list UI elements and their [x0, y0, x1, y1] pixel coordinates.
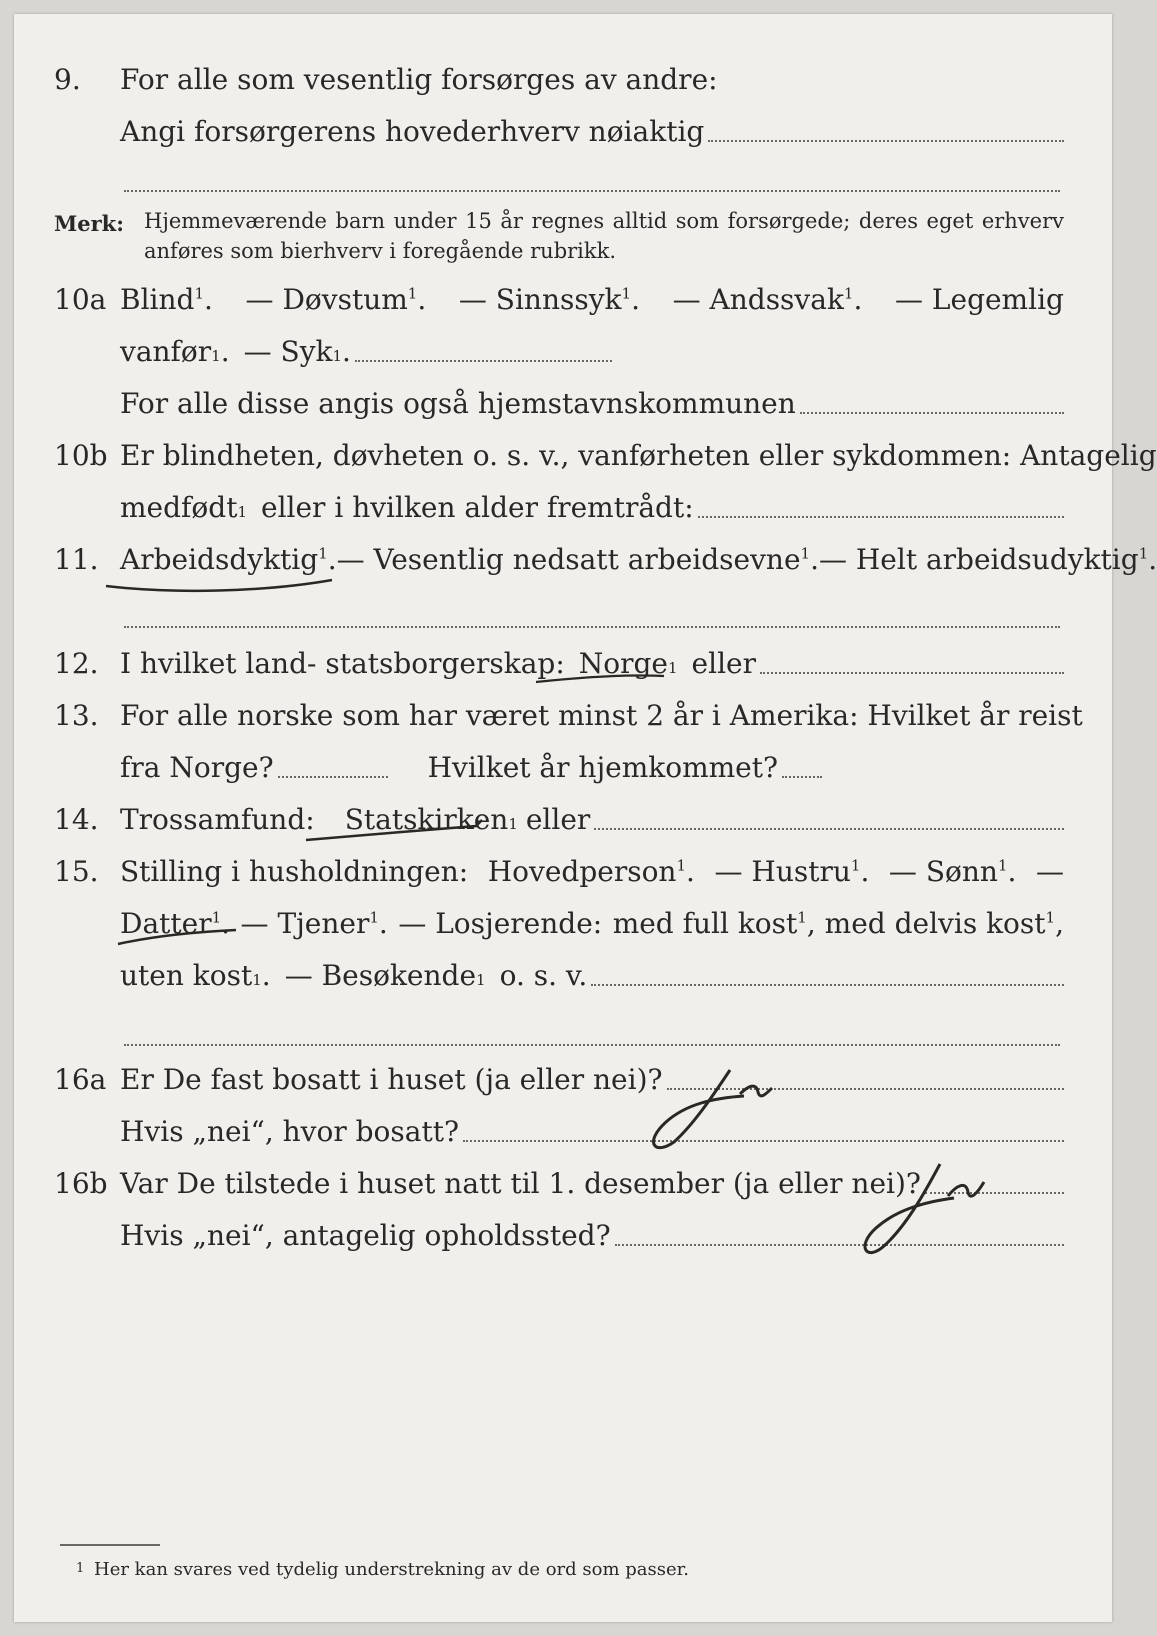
item-text: eller: [691, 647, 756, 680]
answer-line[interactable]: [708, 140, 1064, 142]
item-text: Er De fast bosatt i huset (ja eller nei)?: [120, 1063, 663, 1096]
item-text: For alle norske som har været minst 2 år i Amerika: Hvilket år reist: [120, 699, 1083, 732]
item-number: 16b: [54, 1167, 108, 1200]
item-text: Hvis „nei“, hvor bosatt?: [120, 1115, 459, 1148]
item-text: fra Norge?: [120, 751, 274, 784]
option-vanfor: vanfør: [120, 335, 212, 368]
answer-line[interactable]: [698, 516, 1064, 518]
item-number: 16a: [54, 1063, 107, 1096]
answer-line[interactable]: [355, 360, 612, 362]
note-text: Hjemmeværende barn under 15 år regnes alltid som forsørgede; deres eget erhverv anføres som bierhverv i foregående rubrikk.: [144, 209, 1064, 263]
item-number: 14.: [54, 803, 99, 836]
item-text: Angi forsørgerens hovederhverv nøiaktig: [120, 115, 705, 148]
answer-line[interactable]: [594, 828, 1064, 830]
answer-line[interactable]: [925, 1192, 1064, 1194]
option-full-kost: med full kost: [612, 907, 798, 940]
option-besokende: — Besøkende: [284, 959, 477, 992]
option-dovstum: — Døvstum: [245, 283, 408, 316]
item-text: —: [1035, 855, 1064, 888]
item-text: o. s. v.: [499, 959, 588, 992]
answer-line[interactable]: [124, 626, 1060, 628]
option-nedsatt-arbeidsevne: — Vesentlig nedsatt arbeidsevne: [336, 543, 801, 576]
item-number: 10a: [54, 283, 107, 316]
item-number: 12.: [54, 647, 99, 680]
item-number: 13.: [54, 699, 99, 732]
item-text: eller: [525, 803, 591, 836]
answer-line[interactable]: [278, 776, 388, 778]
underline-arbeidsdyktig: [106, 580, 332, 591]
item-text: Hvis „nei“, antagelig opholdssted?: [120, 1219, 611, 1252]
census-form-page: 9. For alle som vesentlig forsørges av andre: Angi forsørgerens hovederhverv nøiaktig Merk: Hjemmeværende barn under 15 år regnes alltid som forsørgede; deres eget erhverv anføres som bierhverv i foregående rubrikk. 10a Blind$^1$. — Døvstum$^1$. — Sinnssyk$^1$. — Andssvak$^1$. — Legemlig vanfør 1 . — Syk 1 . For alle disse angis også hjemstavnskommunen 10b Er blindheten, døvheten o. s. v., vanførheten eller sykdommen: Antagelig medfødt 1 eller i hvilken alder fremtrådt: 11. Arbeidsdyktig$^1$. — Vesentlig nedsatt arbeidsevne$^1$. — Helt arbeidsudyktig$^1$. 12. I hvilket land- statsborgerskap: Norge 1 eller 13. For alle norske som har været minst 2 år i Amerika: Hvilket år reist fra Norge? Hvilket år hjemkommet? 14. Trossamfund: Statskirken 1 eller 15. Stilling i husholdningen: Hovedperson$^1$. — Hustru$^1$. — Sønn$^1$. — Datter$^1$. — Tjener$^1$. — Losjerende: med full kost$^1$, med delvis kost$^1$, uten kost 1 . — Besøkende 1 o. s. v. 16a Er De fast bosatt i huset (ja eller nei)? Hvis „nei“, hvor bosatt? 16b Var De tilstede i huset natt til 1. desember (ja eller nei)? Hvis „nei“, antagelig opholdssted? 1 Her kan svares ved tydelig understrekning av de ord som passer.: [14, 14, 1112, 1622]
item-text: Stilling i husholdningen:: [120, 855, 469, 888]
answer-line[interactable]: [124, 190, 1060, 192]
option-delvis-kost: , med delvis kost: [806, 907, 1046, 940]
answer-line[interactable]: [800, 412, 1064, 414]
footnote: [76, 1559, 689, 1580]
item-text: Hvilket år hjemkommet?: [427, 751, 779, 784]
item-text: Var De tilstede i huset natt til 1. desember (ja eller nei)?: [120, 1167, 921, 1200]
answer-line[interactable]: [782, 776, 822, 778]
option-andssvak: — Andssvak: [672, 283, 844, 316]
footnote-number: 1: [76, 1561, 85, 1576]
option-sinnssyk: — Sinnssyk: [458, 283, 622, 316]
answer-line[interactable]: [615, 1244, 1064, 1246]
option-blind: Blind: [120, 283, 195, 316]
item-number: 9.: [54, 63, 81, 96]
footnote-text: Her kan svares ved tydelig understrekning av de ord som passer.: [94, 1559, 689, 1580]
answer-line[interactable]: [124, 1044, 1060, 1046]
note-label: Merk:: [54, 211, 124, 236]
option-arbeidsdyktig: Arbeidsdyktig: [120, 543, 319, 576]
item-text: For alle som vesentlig forsørges av andre:: [120, 63, 718, 96]
option-hustru: — Hustru: [714, 855, 851, 888]
option-statskirken: Statskirken: [344, 803, 509, 836]
item-text: I hvilket land- statsborgerskap:: [120, 647, 565, 680]
option-norge: Norge: [578, 647, 668, 680]
item-number: 11.: [54, 543, 99, 576]
option-helt-arbeidsudyktig: — Helt arbeidsudyktig: [818, 543, 1139, 576]
item-text: Er blindheten, døvheten o. s. v., vanførheten eller sykdommen: Antagelig: [120, 439, 1157, 472]
answer-line[interactable]: [667, 1088, 1064, 1090]
answer-line[interactable]: [463, 1140, 1064, 1142]
option-legemlig: — Legemlig: [895, 283, 1064, 316]
item-number: 15.: [54, 855, 99, 888]
option-medfodt: medfødt: [120, 491, 238, 524]
option-losjerende: — Losjerende:: [398, 907, 603, 940]
item-text: Trossamfund:: [120, 803, 315, 836]
answer-line[interactable]: [591, 984, 1064, 986]
option-syk: — Syk: [243, 335, 333, 368]
option-datter: Datter: [120, 907, 212, 940]
footnote-rule: [60, 1544, 160, 1546]
item-number: 10b: [54, 439, 108, 472]
option-uten-kost: uten kost: [120, 959, 253, 992]
item-text: For alle disse angis også hjemstavnskommunen: [120, 387, 796, 420]
answer-line[interactable]: [760, 672, 1064, 674]
option-hovedperson: Hovedperson: [487, 855, 677, 888]
item-text: eller i hvilken alder fremtrådt:: [261, 491, 694, 524]
option-tjener: — Tjener: [240, 907, 370, 940]
option-sonn: — Sønn: [888, 855, 998, 888]
